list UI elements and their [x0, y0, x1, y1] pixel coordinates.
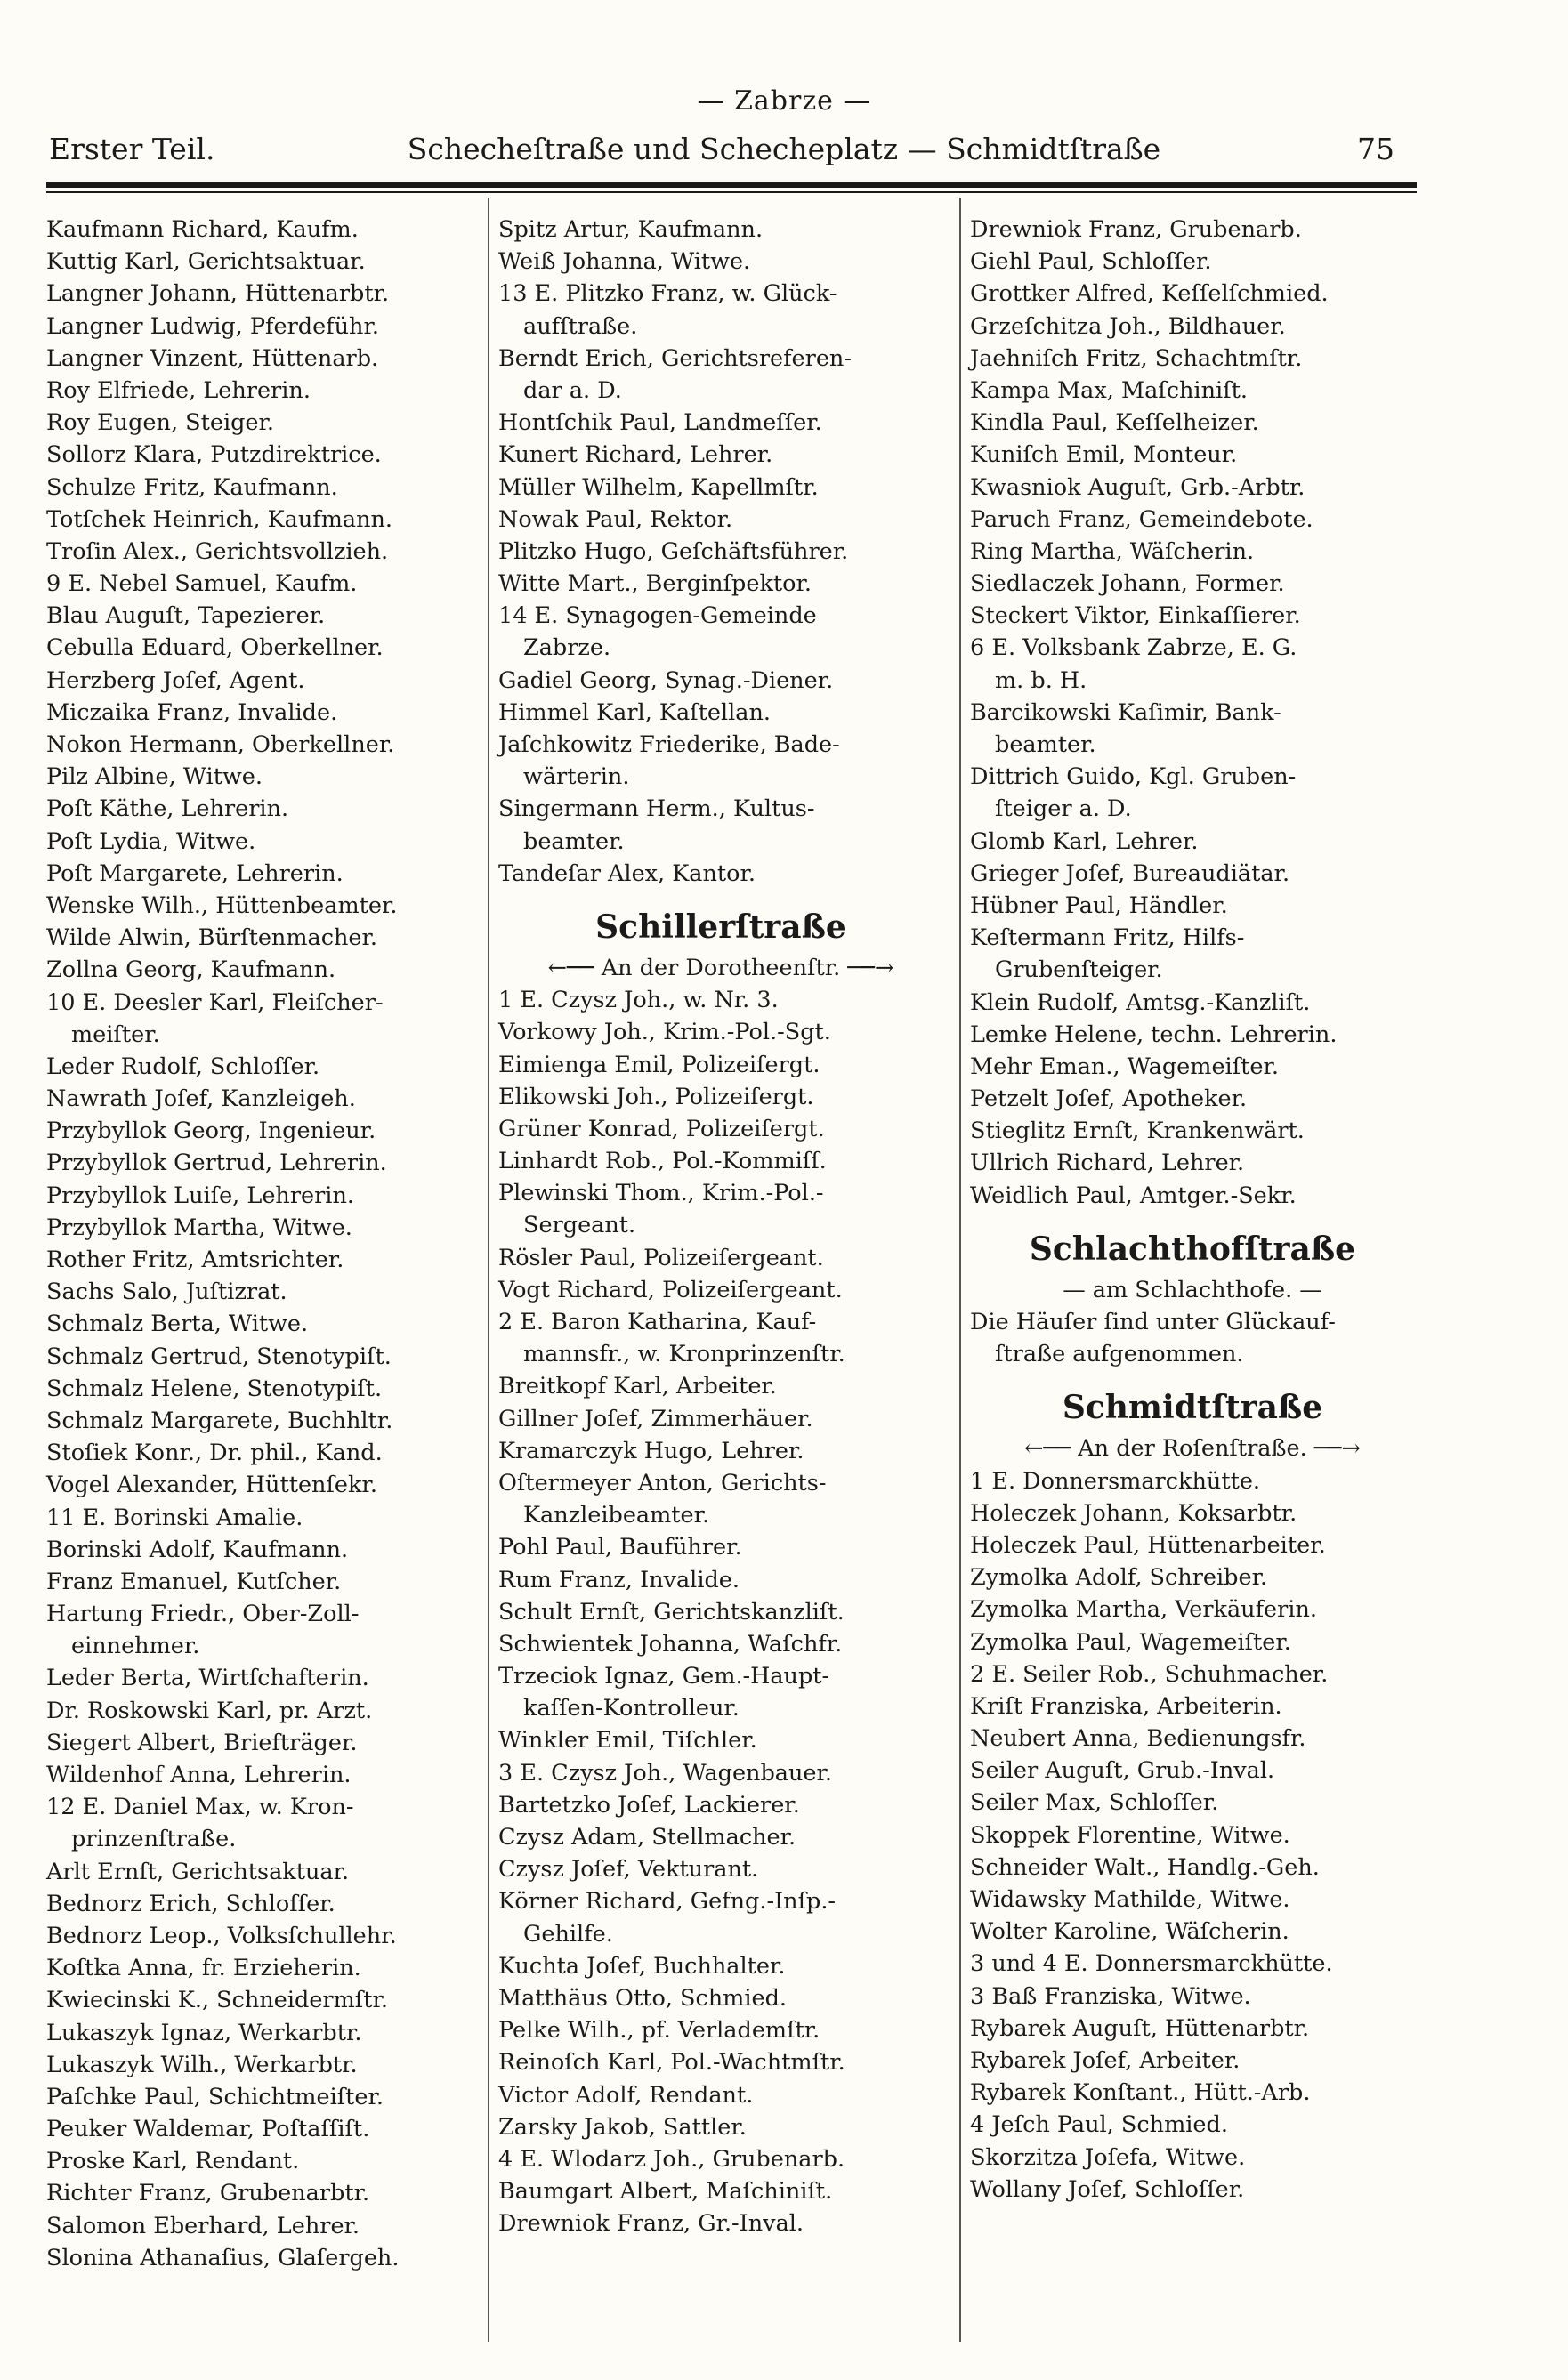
- directory-entry-continuation: prinzenſtraße.: [71, 1826, 237, 1853]
- directory-entry: Schmalz Berta, Witwe.: [46, 1311, 309, 1338]
- directory-entry: Zarsky Jakob, Sattler.: [498, 2113, 747, 2141]
- directory-entry: 10 E. Deesler Karl, Fleiſcher-: [46, 988, 384, 1016]
- directory-entry: Giehl Paul, Schloſſer.: [970, 248, 1212, 276]
- directory-entry: Singermann Herm., Kultus-: [498, 795, 815, 823]
- directory-entry: Steckert Viktor, Einkaſſierer.: [970, 602, 1301, 630]
- column-2: [498, 214, 943, 2239]
- directory-entry: Przybyllok Luiſe, Lehrerin.: [46, 1182, 354, 1209]
- directory-entry: Trzeciok Ignaz, Gem.-Haupt-: [498, 1663, 830, 1690]
- directory-entry: Tandeſar Alex, Kantor.: [498, 859, 756, 887]
- directory-entry: 1 E. Donnersmarckhütte.: [970, 1467, 1261, 1495]
- directory-entry-continuation: m. b. H.: [995, 666, 1087, 694]
- directory-entry-continuation: ſtraße aufgenommen.: [995, 1341, 1244, 1368]
- directory-entry: Ullrich Richard, Lehrer.: [970, 1150, 1245, 1177]
- directory-entry: Dr. Roskowski Karl, pr. Arzt.: [46, 1697, 373, 1724]
- directory-entry: Rösler Paul, Polizeiſergeant.: [498, 1244, 824, 1271]
- directory-entry: Langner Ludwig, Pferdeführ.: [46, 312, 379, 340]
- directory-entry: Die Häuſer ſind unter Glückauf-: [970, 1309, 1336, 1335]
- directory-entry-continuation: Zabrze.: [523, 634, 611, 662]
- directory-entry: Salomon Eberhard, Lehrer.: [46, 2212, 360, 2239]
- directory-entry: Lemke Helene, techn. Lehrerin.: [970, 1021, 1338, 1048]
- directory-entry: Plitzko Hugo, Geſchäftsführer.: [498, 537, 849, 565]
- directory-entry: Nowak Paul, Rektor.: [498, 505, 733, 533]
- directory-entry: Poſt Käthe, Lehrerin.: [46, 795, 289, 823]
- directory-entry: Schmalz Helene, Stenotypiſt.: [46, 1375, 383, 1402]
- directory-entry: 12 E. Daniel Max, w. Kron-: [46, 1794, 354, 1821]
- directory-entry: 4 Jeſch Paul, Schmied.: [970, 2111, 1228, 2139]
- directory-entry: Schulze Fritz, Kaufmann.: [46, 473, 338, 501]
- directory-entry: 6 E. Volksbank Zabrze, E. G.: [970, 634, 1297, 662]
- directory-entry: Drewniok Franz, Gr.-Inval.: [498, 2210, 804, 2238]
- directory-entry: Jaehniſch Fritz, Schachtmſtr.: [970, 344, 1303, 372]
- directory-entry: Gadiel Georg, Synag.-Diener.: [498, 666, 834, 694]
- directory-entry: Kampa Max, Maſchiniſt.: [970, 376, 1248, 404]
- directory-entry: Holeczek Paul, Hüttenarbeiter.: [970, 1531, 1326, 1559]
- directory-entry: Zymolka Adolf, Schreiber.: [970, 1564, 1268, 1592]
- directory-entry: Stoſiek Konr., Dr. phil., Kand.: [46, 1440, 383, 1467]
- directory-entry: Leder Berta, Wirtſchafterin.: [46, 1665, 369, 1692]
- directory-entry: Drewniok Franz, Grubenarb.: [970, 216, 1302, 243]
- directory-entry: Rybarek Auguſt, Hüttenarbtr.: [970, 2014, 1310, 2042]
- directory-entry: Berndt Erich, Gerichtsreferen-: [498, 344, 852, 372]
- directory-entry: Troſin Alex., Gerichtsvollzieh.: [46, 537, 389, 565]
- directory-entry: Eimienga Emil, Polizeiſergt.: [498, 1051, 820, 1078]
- directory-entry: 14 E. Synagogen-Gemeinde: [498, 602, 817, 630]
- directory-entry: Lukaszyk Wilh., Werkarbtr.: [46, 2051, 358, 2078]
- directory-entry-continuation: beamter.: [523, 827, 625, 855]
- directory-entry: Breitkopf Karl, Arbeiter.: [498, 1373, 777, 1400]
- directory-entry: Jaſchkowitz Friederike, Bade-: [498, 731, 840, 758]
- directory-entry: Hübner Paul, Händler.: [970, 891, 1228, 919]
- directory-entry: Langner Vinzent, Hüttenarb.: [46, 344, 379, 372]
- directory-entry: Kriſt Franziska, Arbeiterin.: [970, 1692, 1282, 1720]
- directory-entry: Baumgart Albert, Maſchiniſt.: [498, 2178, 833, 2206]
- directory-entry: Wolter Karoline, Wäſcherin.: [970, 1918, 1289, 1946]
- directory-entry: Pelke Wilh., pf. Verlademſtr.: [498, 2017, 820, 2045]
- directory-entry: Roy Eugen, Steiger.: [46, 409, 275, 437]
- column-1: [46, 214, 491, 2274]
- directory-entry: Rybarek Konſtant., Hütt.-Arb.: [970, 2079, 1311, 2107]
- directory-entry: Wilde Alwin, Bürſtenmacher.: [46, 924, 378, 952]
- directory-entry: 11 E. Borinski Amalie.: [46, 1504, 303, 1531]
- directory-entry: Vogel Alexander, Hüttenſekr.: [46, 1472, 377, 1499]
- directory-entry: Matthäus Otto, Schmied.: [498, 1984, 788, 2012]
- directory-entry-continuation: einnehmer.: [71, 1633, 200, 1660]
- directory-entry: Hartung Friedr., Ober-Zoll-: [46, 1601, 360, 1628]
- directory-entry: 1 E. Czysz Joh., w. Nr. 3.: [498, 987, 779, 1014]
- directory-entry-continuation: Grubenſteiger.: [995, 956, 1163, 984]
- directory-entry: Peuker Waldemar, Poſtaſſiſt.: [46, 2116, 370, 2143]
- directory-entry: Mehr Eman., Wagemeiſter.: [970, 1053, 1279, 1080]
- directory-entry: Schneider Walt., Handlg.-Geh.: [970, 1853, 1320, 1881]
- directory-entry: Langner Johann, Hüttenarbtr.: [46, 280, 390, 308]
- directory-entry-continuation: beamter.: [995, 731, 1096, 758]
- directory-entry: Przybyllok Martha, Witwe.: [46, 1214, 352, 1241]
- directory-entry: 2 E. Baron Katharina, Kauf-: [498, 1309, 817, 1335]
- street-location-note: ←── An der Roſenſtraße. ──→: [1024, 1435, 1361, 1463]
- directory-entry: Zymolka Martha, Verkäuferin.: [970, 1596, 1317, 1624]
- directory-entry: Nokon Hermann, Oberkellner.: [46, 731, 395, 758]
- directory-entry: Slonina Athanaſius, Glaſergeh.: [46, 2244, 400, 2271]
- directory-entry: 3 Baß Franziska, Witwe.: [970, 1982, 1251, 2010]
- directory-entry: Koſtka Anna, fr. Erzieherin.: [46, 1955, 361, 1982]
- directory-entry: Barcikowski Kaſimir, Bank-: [970, 698, 1281, 726]
- page-number: 75: [1357, 132, 1394, 166]
- directory-entry: Keſtermann Fritz, Hilfs-: [970, 924, 1245, 952]
- column-3: [970, 214, 1415, 2206]
- directory-entry: Holeczek Johann, Koksarbtr.: [970, 1499, 1297, 1527]
- directory-entry: Widawsky Mathilde, Witwe.: [970, 1886, 1290, 1913]
- directory-entry: Paſchke Paul, Schichtmeiſter.: [46, 2083, 384, 2110]
- directory-entry: Grzeſchitza Joh., Bildhauer.: [970, 312, 1286, 340]
- directory-entry: Grottker Alfred, Keſſelſchmied.: [970, 280, 1329, 308]
- directory-entry: Stieglitz Ernſt, Krankenwärt.: [970, 1117, 1305, 1145]
- directory-entry: Kuchta Joſef, Buchhalter.: [498, 1952, 786, 1980]
- directory-entry: Lukaszyk Ignaz, Werkarbtr.: [46, 2019, 362, 2046]
- directory-entry: Sollorz Klara, Putzdirektrice.: [46, 441, 382, 469]
- directory-entry: Ring Martha, Wäſcherin.: [970, 537, 1255, 565]
- street-location-note: ←── An der Dorotheenſtr. ──→: [547, 954, 894, 981]
- directory-entry-continuation: meiſter.: [71, 1021, 160, 1048]
- directory-entry: 2 E. Seiler Rob., Schuhmacher.: [970, 1660, 1329, 1688]
- directory-entry: Poſt Margarete, Lehrerin.: [46, 859, 344, 887]
- directory-entry: Przybyllok Georg, Ingenieur.: [46, 1117, 376, 1145]
- directory-entry: Bartetzko Joſef, Lackierer.: [498, 1791, 800, 1819]
- directory-entry: Nawrath Joſef, Kanzleigeh.: [46, 1085, 356, 1113]
- street-heading: Schlachthofſtraße: [1029, 1230, 1356, 1268]
- directory-entry: Petzelt Joſef, Apotheker.: [970, 1085, 1248, 1113]
- directory-entry: Rybarek Joſef, Arbeiter.: [970, 2046, 1241, 2074]
- directory-entry: Witte Mart., Berginſpektor.: [498, 570, 812, 598]
- directory-entry: Weiß Johanna, Witwe.: [498, 248, 751, 276]
- directory-entry: Siegert Albert, Briefträger.: [46, 1729, 358, 1756]
- directory-entry: Oſtermeyer Anton, Gerichts-: [498, 1469, 827, 1497]
- directory-entry: Schmalz Margarete, Buchhltr.: [46, 1407, 393, 1434]
- directory-entry: Richter Franz, Grubenarbtr.: [46, 2180, 370, 2207]
- directory-entry: Wenske Wilh., Hüttenbeamter.: [46, 891, 398, 919]
- directory-entry-continuation: Sergeant.: [523, 1212, 636, 1239]
- directory-entry: Sachs Salo, Juſtizrat.: [46, 1279, 287, 1306]
- directory-entry: Glomb Karl, Lehrer.: [970, 827, 1199, 855]
- directory-entry: Pohl Paul, Bauführer.: [498, 1534, 742, 1561]
- directory-entry: Kwiecinski K., Schneidermſtr.: [46, 1987, 388, 2014]
- directory-entry: Schmalz Gertrud, Stenotypiſt.: [46, 1343, 392, 1370]
- directory-entry: Kaufmann Richard, Kaufm.: [46, 216, 359, 243]
- directory-entry: Arlt Ernſt, Gerichtsaktuar.: [46, 1858, 350, 1885]
- directory-entry: Zymolka Paul, Wagemeiſter.: [970, 1628, 1291, 1656]
- directory-entry: Poſt Lydia, Witwe.: [46, 827, 256, 855]
- directory-entry: Kwasniok Auguſt, Grb.-Arbtr.: [970, 473, 1305, 501]
- directory-entry: Himmel Karl, Kaſtellan.: [498, 698, 771, 726]
- directory-entry: Bednorz Leop., Volksſchullehr.: [46, 1922, 397, 1949]
- directory-entry: Czysz Adam, Stellmacher.: [498, 1824, 796, 1851]
- directory-entry: Proske Karl, Rendant.: [46, 2148, 300, 2175]
- directory-entry: Hontſchik Paul, Landmeſſer.: [498, 409, 822, 437]
- directory-entry: Bednorz Erich, Schloſſer.: [46, 1890, 335, 1917]
- directory-entry: Gillner Joſef, Zimmerhäuer.: [498, 1405, 813, 1432]
- header-rule-thin: [46, 191, 1417, 193]
- directory-entry: Schult Ernſt, Gerichtskanzliſt.: [498, 1598, 845, 1626]
- directory-entry: Klein Rudolf, Amtsg.-Kanzliſt.: [970, 988, 1311, 1016]
- directory-entry: Pilz Albine, Witwe.: [46, 763, 263, 791]
- directory-entry: Wollany Joſef, Schloſſer.: [970, 2175, 1245, 2203]
- directory-entry: Rother Fritz, Amtsrichter.: [46, 1246, 344, 1273]
- directory-entry: Wildenhof Anna, Lehrerin.: [46, 1762, 352, 1788]
- directory-entry: Grieger Joſef, Bureaudiätar.: [970, 859, 1290, 887]
- directory-entry: Elikowski Joh., Polizeiſergt.: [498, 1083, 814, 1110]
- directory-entry: Vogt Richard, Polizeiſergeant.: [498, 1276, 843, 1303]
- directory-entry: 3 und 4 E. Donnersmarckhütte.: [970, 1950, 1333, 1978]
- directory-entry: 13 E. Plitzko Franz, w. Glück-: [498, 280, 837, 308]
- directory-entry-continuation: mannsfr., w. Kronprinzenſtr.: [523, 1341, 845, 1368]
- directory-entry: Reinoſch Karl, Pol.-Wachtmſtr.: [498, 2049, 845, 2077]
- directory-entry: Totſchek Heinrich, Kaufmann.: [46, 505, 393, 533]
- directory-entry: Kuniſch Emil, Monteur.: [970, 441, 1238, 469]
- directory-entry: Victor Adolf, Rendant.: [498, 2081, 754, 2109]
- directory-entry-continuation: dar a. D.: [523, 376, 622, 404]
- part-label: Erster Teil.: [49, 132, 215, 166]
- directory-entry: Franz Emanuel, Kutſcher.: [46, 1568, 342, 1595]
- directory-entry: Borinski Adolf, Kaufmann.: [46, 1536, 349, 1563]
- directory-entry: Kunert Richard, Lehrer.: [498, 441, 773, 469]
- directory-entry-continuation: wärterin.: [523, 763, 630, 791]
- directory-entry: Winkler Emil, Tiſchler.: [498, 1727, 757, 1755]
- directory-entry: Kuttig Karl, Gerichtsaktuar.: [46, 248, 366, 276]
- directory-entry: Czysz Joſef, Vekturant.: [498, 1856, 759, 1884]
- header-rule-thick: [46, 182, 1417, 188]
- column-divider-2: [959, 198, 961, 2342]
- directory-entry: Cebulla Eduard, Oberkellner.: [46, 634, 384, 662]
- directory-entry: 3 E. Czysz Joh., Wagenbauer.: [498, 1759, 833, 1787]
- directory-entry: Blau Auguſt, Tapezierer.: [46, 602, 326, 630]
- directory-entry: Dittrich Guido, Kgl. Gruben-: [970, 763, 1297, 791]
- directory-entry: Seiler Max, Schloſſer.: [970, 1789, 1219, 1817]
- directory-entry-continuation: aufſtraße.: [523, 312, 638, 340]
- directory-entry: Seiler Auguſt, Grub.-Inval.: [970, 1757, 1275, 1785]
- directory-entry: Leder Rudolf, Schloſſer.: [46, 1053, 320, 1080]
- street-range-title: Schecheſtraße und Schecheplatz — Schmidtſtraße: [407, 132, 1161, 166]
- directory-entry-continuation: ſteiger a. D.: [995, 795, 1132, 823]
- street-location-note: — am Schlachthofe. —: [1063, 1276, 1322, 1303]
- directory-entry: Przybyllok Gertrud, Lehrerin.: [46, 1150, 387, 1177]
- directory-entry: 9 E. Nebel Samuel, Kaufm.: [46, 570, 358, 598]
- street-heading: Schmidtſtraße: [1062, 1389, 1323, 1427]
- directory-entry-continuation: kaſſen-Kontrolleur.: [523, 1695, 740, 1722]
- directory-entry: Paruch Franz, Gemeindebote.: [970, 505, 1313, 533]
- directory-entry: Plewinski Thom., Krim.-Pol.-: [498, 1180, 824, 1207]
- directory-entry: Herzberg Joſef, Agent.: [46, 666, 305, 694]
- directory-entry: Skoppek Florentine, Witwe.: [970, 1821, 1290, 1849]
- directory-entry: Körner Richard, Gefng.-Inſp.-: [498, 1888, 837, 1916]
- directory-entry: Schwientek Johanna, Waſchfr.: [498, 1630, 843, 1658]
- directory-entry: Neubert Anna, Bedienungsfr.: [970, 1725, 1306, 1753]
- directory-entry: Spitz Artur, Kaufmann.: [498, 216, 764, 243]
- directory-entry: Siedlaczek Johann, Former.: [970, 570, 1285, 598]
- directory-entry: Rum Franz, Invalide.: [498, 1566, 740, 1593]
- directory-entry-continuation: Gehilfe.: [523, 1920, 613, 1948]
- directory-entry: Skorzitza Joſefa, Witwe.: [970, 2143, 1246, 2171]
- directory-entry: Vorkowy Joh., Krim.-Pol.-Sgt.: [498, 1019, 831, 1046]
- directory-entry: Kindla Paul, Keſſelheizer.: [970, 409, 1259, 437]
- directory-entry: Roy Elfriede, Lehrerin.: [46, 376, 311, 404]
- directory-entry: Zollna Georg, Kaufmann.: [46, 956, 336, 984]
- directory-entry: Miczaika Franz, Invalide.: [46, 698, 338, 726]
- directory-entry: Weidlich Paul, Amtger.-Sekr.: [970, 1182, 1297, 1209]
- directory-entry-continuation: Kanzleibeamter.: [523, 1502, 710, 1529]
- directory-entry: Kramarczyk Hugo, Lehrer.: [498, 1437, 804, 1464]
- city-title: — Zabrze —: [697, 85, 871, 117]
- directory-entry: 4 E. Wlodarz Joh., Grubenarb.: [498, 2145, 845, 2173]
- street-heading: Schillerſtraße: [595, 908, 846, 946]
- directory-entry: Linhardt Rob., Pol.-Kommiſſ.: [498, 1148, 827, 1175]
- directory-entry: Müller Wilhelm, Kapellmſtr.: [498, 473, 819, 501]
- directory-entry: Grüner Konrad, Polizeiſergt.: [498, 1115, 825, 1142]
